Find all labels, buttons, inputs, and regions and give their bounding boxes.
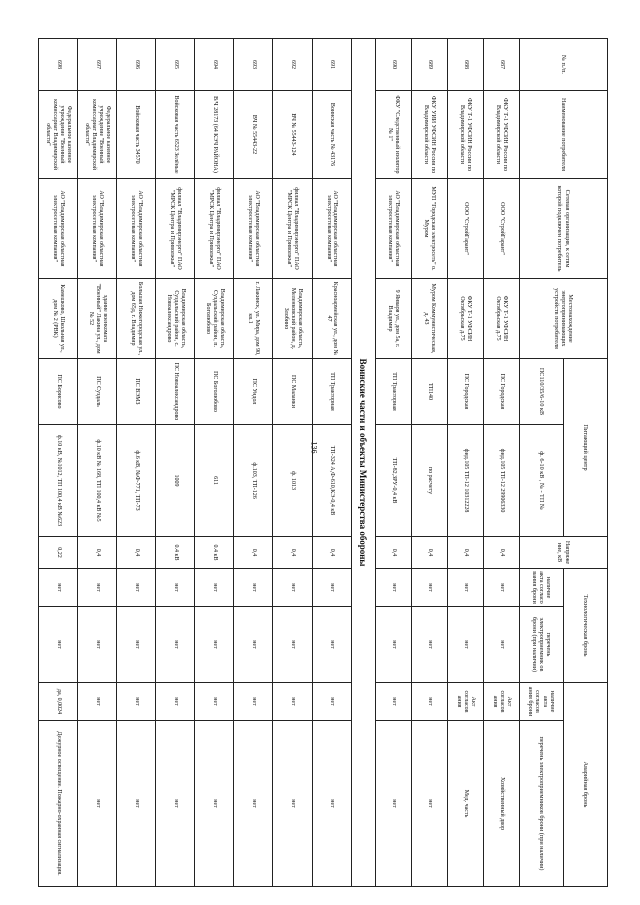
- table-row: [447, 39, 483, 887]
- cell-line: ф.6 кВ, №Ф-771, ТП-73: [117, 425, 156, 537]
- cell-org: филиал "Владимирэнерго" ПАО "МРСК Центра и Приволжья": [156, 179, 195, 279]
- cell-tech-act: нет: [312, 569, 351, 607]
- cell-tech-act: нет: [195, 569, 234, 607]
- cell-ps: ПС Городская: [483, 359, 519, 425]
- cell-ps: ПС Новоалександрово: [156, 359, 195, 425]
- cell-tech-act: нет: [273, 569, 312, 607]
- cell-emerg-act: нет: [273, 683, 312, 721]
- cell-org: АО "Владимирская областная электросетевая компания": [39, 179, 78, 279]
- cell-num: 694: [195, 39, 234, 91]
- cell-tech-list: нет: [117, 607, 156, 683]
- cell-tech-list: нет: [375, 607, 411, 683]
- cell-org: филиал "Владимирэнерго" ПАО "МРСК Центра и Приволжья": [195, 179, 234, 279]
- cell-emerg-act: нет: [312, 683, 351, 721]
- header-name: Наименование потребителя: [519, 91, 607, 179]
- cell-tech-list: нет: [273, 607, 312, 683]
- cell-name: Воинская часть № 43176: [312, 91, 351, 179]
- cell-voltage: 0,4: [117, 537, 156, 569]
- header-tech-act: наличие акта согласо вания брони: [519, 569, 563, 607]
- cell-emerg-act: нет: [156, 683, 195, 721]
- cell-emerg-act: Акт согласов ания: [483, 683, 519, 721]
- cell-ps: ПС Борисово: [39, 359, 78, 425]
- cell-tech-act: нет: [411, 569, 447, 607]
- header-emerg-list: перечень электроприемников брони (при наличии): [519, 721, 563, 887]
- cell-line: 611: [195, 425, 234, 537]
- cell-ps: ПС ВЭМЗ: [117, 359, 156, 425]
- header-emerg-act: наличие акта согласов ания брони: [519, 683, 563, 721]
- cell-location: Владимирская область, Меленковский район, д. Злобино: [273, 279, 312, 359]
- cell-emerg-act: нет: [375, 683, 411, 721]
- table-row: [117, 39, 156, 887]
- cell-emerg-list: нет: [234, 721, 273, 887]
- cell-org: ООО "СтройГарант": [447, 179, 483, 279]
- cell-emerg-list: Дежурное освещение. Пожарно-охранная сигнализация.: [39, 721, 78, 887]
- rotated-table-container: [38, 38, 608, 886]
- cell-line: ТП-82,ЗРУ-0,4 кВ: [375, 425, 411, 537]
- cell-ps: ПС Боголюбово: [195, 359, 234, 425]
- header-emergency-reserve: Аварийная бронь: [563, 683, 607, 887]
- table-row: [273, 39, 312, 887]
- cell-tech-list: нет: [78, 607, 117, 683]
- table-row: [483, 39, 519, 887]
- cell-tech-act: нет: [156, 569, 195, 607]
- cell-tech-list: нет: [447, 607, 483, 683]
- cell-location: здание военкомата "Военный" Лакина ул., дом № 52: [78, 279, 117, 359]
- table-row: [195, 39, 234, 887]
- cell-emerg-act: нет: [411, 683, 447, 721]
- cell-name: Федеральное казенное учреждение "Военный комиссариат Владимирской области": [39, 91, 78, 179]
- cell-location: г. Лакинск, ул. Мира, дом 90, кв.1: [234, 279, 273, 359]
- cell-org: ООО "СтройГарант": [483, 179, 519, 279]
- table-row: [234, 39, 273, 887]
- table-row: [78, 39, 117, 887]
- cell-tech-list: нет: [39, 607, 78, 683]
- cell-name: ФКУ "Следственный изолятор № 1": [375, 91, 411, 179]
- cell-emerg-act: да, 0,0024: [39, 683, 78, 721]
- cell-voltage: 0,4: [312, 537, 351, 569]
- cell-location: Владимирская область, Суздальский район, с. Новоалександрово: [156, 279, 195, 359]
- header-tech-list: перечень электроприемник ов брони (при наличии): [519, 607, 563, 683]
- cell-tech-list: нет: [195, 607, 234, 683]
- cell-location: Владимирская область, Суздальский район, п. Боголюбово: [195, 279, 234, 359]
- cell-org: АО "Владимирская областная электросетевая компания": [78, 179, 117, 279]
- cell-line: 1009: [156, 425, 195, 537]
- cell-emerg-list: Хозяйственный двор: [483, 721, 519, 887]
- cell-line: по расчету: [411, 425, 447, 537]
- cell-voltage: 0,22: [39, 537, 78, 569]
- cell-org: МУП "Городская электросеть" о. Муром: [411, 179, 447, 279]
- cell-emerg-list: нет: [375, 721, 411, 887]
- cell-line: ф.10 кВ № 168, ТП 100,4 кВ №5: [78, 425, 117, 537]
- cell-ps: ПС Маланки: [273, 359, 312, 425]
- table-row: [312, 39, 351, 887]
- cell-ps: ТП Тракторная: [312, 359, 351, 425]
- header-location: Местонахождение энергопринимающих устройств потребителя: [519, 279, 607, 359]
- cell-num: 693: [234, 39, 273, 91]
- cell-emerg-act: Акт согласов ания: [447, 683, 483, 721]
- header-feed-line: ф. 6-10 кВ , № - ТП №: [519, 425, 563, 537]
- cell-tech-act: нет: [483, 569, 519, 607]
- cell-name: В/Ч 28173 (64 КЭЧ РАЙОНА): [195, 91, 234, 179]
- cell-voltage: 0,4: [411, 537, 447, 569]
- cell-emerg-list: Мед. часть: [447, 721, 483, 887]
- cell-ps: ПС Суздаль: [78, 359, 117, 425]
- cell-voltage: 0,4: [483, 537, 519, 569]
- cell-emerg-act: нет: [195, 683, 234, 721]
- cell-voltage: 0,4: [273, 537, 312, 569]
- cell-location: ФКУ Т-1 УФСИН Октябрьская д.75: [447, 279, 483, 359]
- header-num: № п./п.: [519, 39, 607, 91]
- cell-emerg-act: нет: [234, 683, 273, 721]
- cell-voltage: 0,4: [447, 537, 483, 569]
- cell-emerg-list: нет: [273, 721, 312, 887]
- cell-line: ф. 1013: [273, 425, 312, 537]
- cell-name: ФКУ Т-1 УФСИН России по Владимирской области: [447, 91, 483, 179]
- section-row: [351, 39, 375, 887]
- cell-voltage: 0,4: [375, 537, 411, 569]
- cell-location: ФКУ Т-1 УФСИН Октябрьская д.75: [483, 279, 519, 359]
- cell-name: ФКУ УИИ УФСИН России по Владимирской области: [411, 91, 447, 179]
- cell-voltage: 0,4: [234, 537, 273, 569]
- table-row: [375, 39, 411, 887]
- cell-ps: ТП140: [411, 359, 447, 425]
- header-feed-center: Питающий центр: [563, 359, 607, 537]
- section-title: Воинские части и объекты Министерства обороны: [351, 39, 375, 887]
- cell-num: 687: [483, 39, 519, 91]
- cell-ps: ПС Городская: [447, 359, 483, 425]
- cell-org: АО "Владимирская областная электросетевая компания": [312, 179, 351, 279]
- cell-tech-act: нет: [375, 569, 411, 607]
- cell-name: Федеральное казенное учреждение "Военный комиссариат Владимирской области": [78, 91, 117, 179]
- cell-num: 697: [78, 39, 117, 91]
- cell-voltage: 0.4 кВ: [156, 537, 195, 569]
- cell-emerg-list: нет: [78, 721, 117, 887]
- table-row: [39, 39, 78, 887]
- cell-line: фид.105 ТП-12 10312228: [447, 425, 483, 537]
- cell-num: 691: [312, 39, 351, 91]
- cell-line: фид.105 ТП-12 29906330: [483, 425, 519, 537]
- cell-org: филиал "Владимирэнерго" ПАО "МРСК Центра и Приволжья": [273, 179, 312, 279]
- cell-ps: ТП Тракторная: [375, 359, 411, 425]
- cell-tech-list: нет: [411, 607, 447, 683]
- cell-line: ТП-324 А,Ф-610,КЭ-0,4 кВ: [312, 425, 351, 537]
- cell-ps: ПС Ундол: [234, 359, 273, 425]
- cell-tech-list: нет: [312, 607, 351, 683]
- cell-emerg-list: нет: [156, 721, 195, 887]
- cell-line: ф.103, ТП-126: [234, 425, 273, 537]
- cell-tech-act: нет: [78, 569, 117, 607]
- cell-num: 690: [375, 39, 411, 91]
- cell-emerg-act: нет: [117, 683, 156, 721]
- cell-emerg-list: нет: [411, 721, 447, 887]
- cell-emerg-list: нет: [312, 721, 351, 887]
- table-row: [411, 39, 447, 887]
- cell-location: Красноармейская ул., дом № 47: [312, 279, 351, 359]
- cell-org: АО "Владимирская областная электросетевая компания": [375, 179, 411, 279]
- cell-tech-act: нет: [39, 569, 78, 607]
- cell-location: Камешково, Школьная ул., дом № 2 (РВК): [39, 279, 78, 359]
- cell-name: ФКУ Т-1 УФСИН России по Владимирской области: [483, 91, 519, 179]
- cell-emerg-act: нет: [78, 683, 117, 721]
- cell-num: 688: [447, 39, 483, 91]
- header-org: Сетевая организация, к сетям которой подключен потребитель: [519, 179, 607, 279]
- cell-voltage: 0,4: [78, 537, 117, 569]
- cell-num: 689: [411, 39, 447, 91]
- cell-name: Войсковая часть 6523 Зелёные: [156, 91, 195, 179]
- cell-tech-act: нет: [234, 569, 273, 607]
- cell-location: Муром Коммунистическая, д. 43: [411, 279, 447, 359]
- cell-location: Большая Нижегородская ул., дом 65д, г. Владимир: [117, 279, 156, 359]
- cell-num: 692: [273, 39, 312, 91]
- table-row: [156, 39, 195, 887]
- cell-tech-act: нет: [117, 569, 156, 607]
- cell-name: ВЧ № 55443-124: [273, 91, 312, 179]
- header-tech-reserve: Технологическая бронь: [563, 569, 607, 683]
- cell-name: Войсковая часть 34570: [117, 91, 156, 179]
- consumer-table: [38, 38, 608, 887]
- cell-num: 696: [117, 39, 156, 91]
- cell-org: АО "Владимирская областная электросетевая компания": [117, 179, 156, 279]
- page-number: 136: [309, 441, 319, 454]
- cell-line: ф.10 кВ, №1012, ТП 100,4 кВ №623: [39, 425, 78, 537]
- cell-tech-list: нет: [156, 607, 195, 683]
- cell-location: 9 Января ул., дом 5а, г. Владимир: [375, 279, 411, 359]
- cell-tech-list: нет: [483, 607, 519, 683]
- cell-name: ВЧ № 55443-22: [234, 91, 273, 179]
- header-feed-ps: ПС110/35/6-10 кВ: [519, 359, 563, 425]
- cell-num: 695: [156, 39, 195, 91]
- cell-num: 698: [39, 39, 78, 91]
- cell-tech-list: нет: [234, 607, 273, 683]
- cell-tech-act: нет: [447, 569, 483, 607]
- cell-org: АО "Владимирская областная электросетевая компания": [234, 179, 273, 279]
- cell-voltage: 0.4 кВ: [195, 537, 234, 569]
- cell-emerg-list: нет: [117, 721, 156, 887]
- header-voltage: Напряже ние, кВ: [519, 537, 607, 569]
- cell-emerg-list: нет: [195, 721, 234, 887]
